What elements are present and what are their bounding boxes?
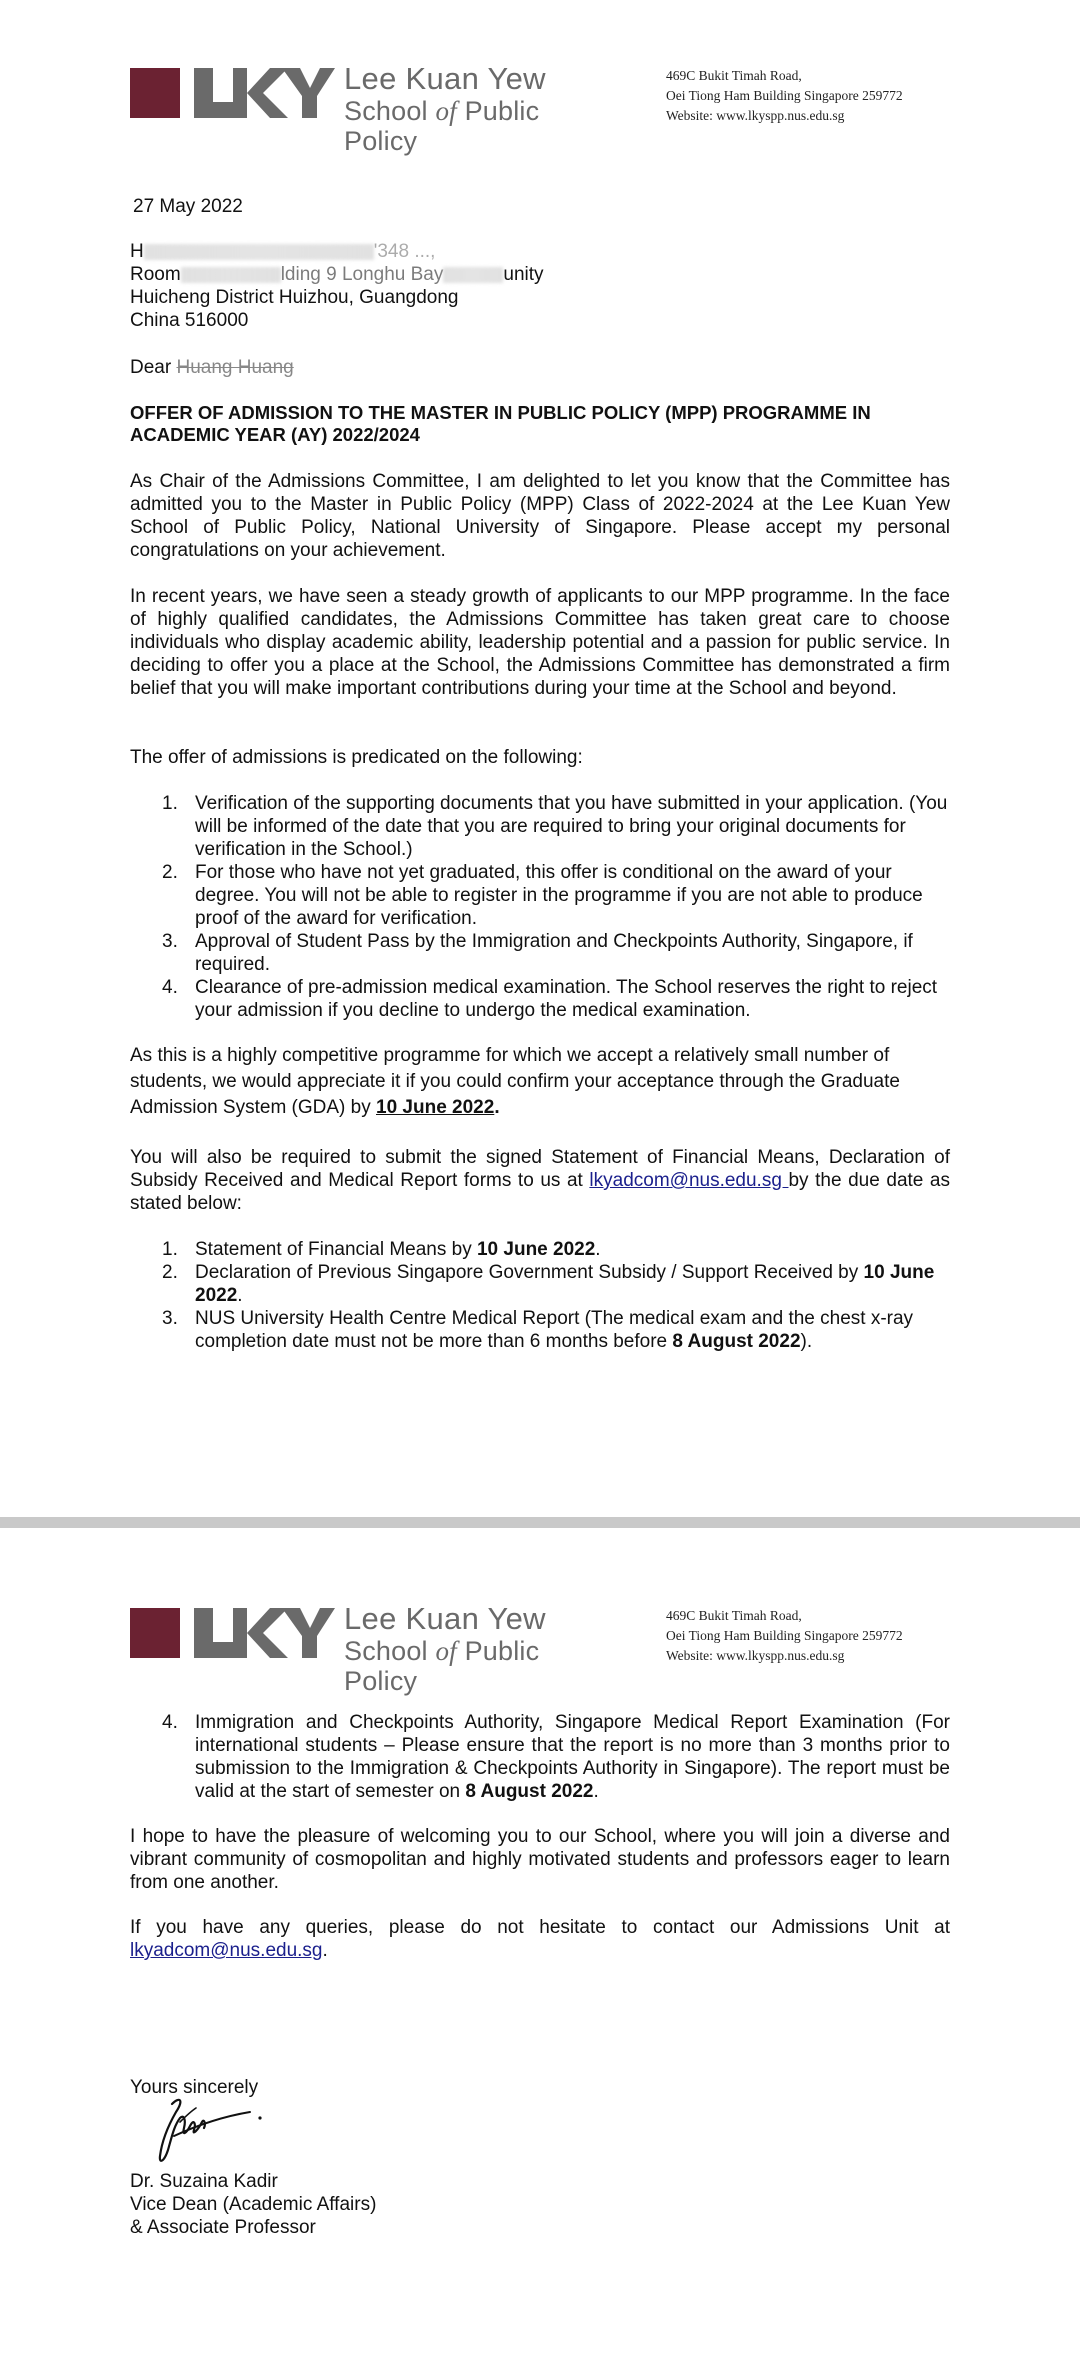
signer-name: Dr. Suzaina Kadir	[130, 2171, 278, 2192]
paragraph-offer-intro: The offer of admissions is predicated on the following:	[130, 747, 583, 768]
recipient-line-4: China 516000	[130, 310, 249, 331]
list-item: 4. Clearance of pre-admission medical examination. The School reserves the right to reject your admission if you decline to undergo the medical examination.	[162, 977, 938, 1021]
list-item: 2. Declaration of Previous Singapore Government Subsidy / Support Received by 10 June 2022.	[162, 1262, 935, 1306]
list-item: 3. NUS University Health Centre Medical Report (The medical exam and the chest x-ray completion date must not be more than 6 months before 8 August 2022).	[162, 1308, 914, 1352]
paragraph-congratulations: As Chair of the Admissions Committee, I am delighted to let you know that the Committee has admitted you to the Master in Public Policy (MPP) Class of 2022-2024 at the Lee Kuan Yew School of Public Policy, National University of Singapore. Please accept my personal congratulations on your achievement.	[130, 471, 950, 561]
signer-title: Vice Dean (Academic Affairs)	[130, 2194, 377, 2215]
logo-school-subtitle: School of Public Policy	[344, 1636, 540, 1696]
logo-school-name: Lee Kuan Yew	[344, 61, 546, 96]
conditions-list	[130, 792, 950, 1022]
recipient-line-3: Huicheng District Huizhou, Guangdong	[130, 287, 459, 308]
letterhead-address: 469C Bukit Timah Road, Oei Tiong Ham Building Singapore 259772 Website: www.lkyspp.nus.edu.sg	[666, 68, 903, 123]
letterhead-page-2	[130, 1601, 950, 1696]
lky-monogram-icon	[130, 1606, 335, 1660]
recipient-address	[130, 240, 950, 332]
letter-date: 27 May 2022	[133, 196, 243, 217]
offer-heading: OFFER OF ADMISSION TO THE MASTER IN PUBLIC POLICY (MPP) PROGRAMME IN ACADEMIC YEAR (AY) 2022/2024	[130, 402, 871, 445]
paragraph-growth: In recent years, we have seen a steady growth of applicants to our MPP programme. In the face of highly qualified candidates, the Admissions Committee has taken great care to choose individuals who display academic ability, leadership potential and a passion for public service. In deciding to offer you a place at the School, the Admissions Committee has demonstrated a firm belief that you will make important contributions during your time at the School and beyond.	[130, 586, 950, 699]
letterhead	[130, 61, 950, 156]
acceptance-deadline: 10 June 2022	[376, 1097, 495, 1118]
forms-list-continued	[130, 1711, 950, 1803]
recipient-line-1: H '348 ...,	[130, 241, 436, 262]
salutation: Dear Huang Huang	[130, 357, 294, 378]
list-item: 3. Approval of Student Pass by the Immigration and Checkpoints Authority, Singapore, if required.	[162, 931, 913, 975]
recipient-line-2: Room lding 9 Longhu Bay unity	[130, 264, 544, 285]
closing: Yours sincerely	[130, 2077, 259, 2098]
admissions-email-link[interactable]: lkyadcom@nus.edu.sg	[130, 1940, 323, 1961]
list-item: 4. Immigration and Checkpoints Authority, Singapore Medical Report Examination (For international students – Please ensure that the report is no more than 3 months prior to submission to the Immigration & Checkpoints Authority in Singapore). The report must be valid at the start of semester on 8 August 2022.	[162, 1712, 950, 1802]
forms-list	[130, 1238, 950, 1353]
signer-title-2: & Associate Professor	[130, 2217, 316, 2238]
admissions-email-link[interactable]: lkyadcom@nus.edu.sg	[589, 1170, 789, 1191]
paragraph-welcome: I hope to have the pleasure of welcoming you to our School, where you will join a diverse and vibrant community of cosmopolitan and highly motivated students and professors eager to learn from one another.	[130, 1826, 950, 1893]
signature-icon	[150, 2090, 280, 2170]
logo-school-name: Lee Kuan Yew	[344, 1601, 546, 1636]
lkyspp-logo	[130, 61, 590, 156]
page-separator	[0, 1517, 1080, 1528]
lky-monogram-icon	[130, 66, 335, 120]
paragraph-confirm-acceptance: As this is a highly competitive programme for which we accept a relatively small number of students, we would appreciate it if you could confirm your acceptance through the Graduate Admission System (GDA) by 10 June 2022.	[130, 1045, 900, 1118]
paragraph-forms: You will also be required to submit the signed Statement of Financial Means, Declaration of Subsidy Received and Medical Report forms to us at lkyadcom@nus.edu.sg by the due date as stated below:	[130, 1147, 950, 1214]
paragraph-queries: If you have any queries, please do not hesitate to contact our Admissions Unit at lkyadcom@nus.edu.sg.	[130, 1917, 950, 1961]
list-item: 1. Verification of the supporting documents that you have submitted in your application. (You will be informed of the date that you are required to bring your original documents for verification in the School.)	[162, 793, 948, 860]
lkyspp-logo	[130, 1601, 590, 1696]
logo-school-subtitle: School of Public Policy	[344, 96, 540, 156]
list-item: 2. For those who have not yet graduated, this offer is conditional on the award of your degree. You will not be able to register in the programme if you are not able to produce proof of the award for verification.	[162, 862, 923, 929]
letterhead-address: 469C Bukit Timah Road, Oei Tiong Ham Building Singapore 259772 Website: www.lkyspp.nus.edu.sg	[666, 1608, 903, 1663]
list-item: 1. Statement of Financial Means by 10 June 2022.	[162, 1239, 601, 1260]
signature-block	[130, 2170, 950, 2239]
